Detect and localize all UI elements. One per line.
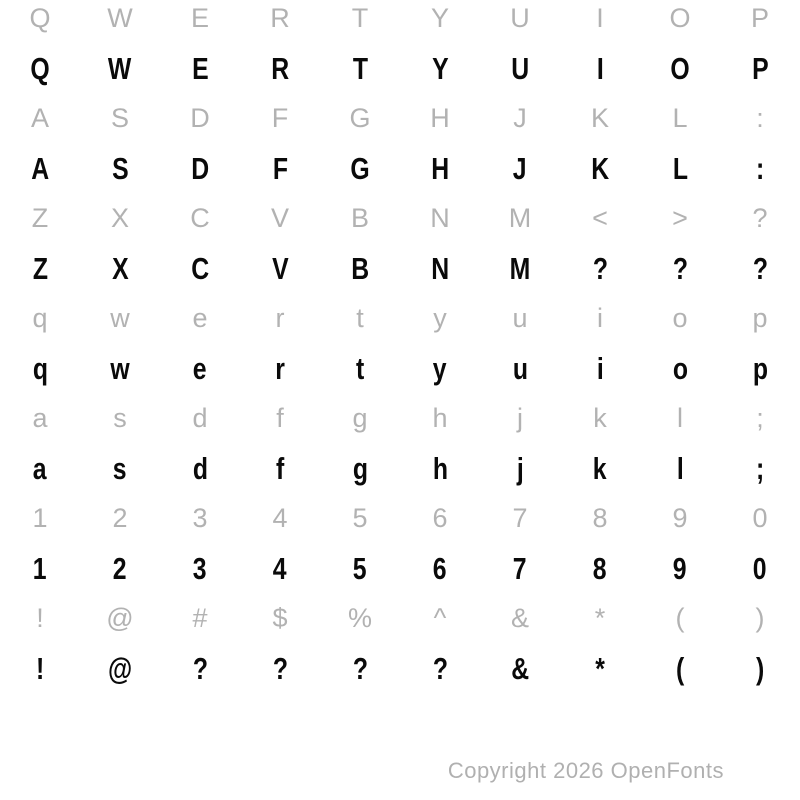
glyph-cell: 9 (672, 502, 688, 533)
glyph-cell: ( (675, 602, 685, 633)
glyph-cell: Q (30, 50, 50, 86)
glyph-cell: # (192, 602, 208, 633)
reference-glyph-row (0, 493, 800, 543)
glyph-cell: P (750, 2, 769, 33)
glyph-cell: i (597, 302, 603, 333)
glyph-cell: R (271, 50, 289, 86)
glyph-cell: J (513, 150, 527, 186)
glyph-cell: 1 (32, 502, 48, 533)
glyph-cell: g (352, 450, 368, 486)
glyph-cell: F (271, 102, 289, 133)
glyph-cell: Z (32, 250, 48, 286)
glyph-cell: ? (672, 250, 688, 286)
glyph-cell: e (192, 302, 208, 333)
glyph-cell: t (355, 350, 365, 386)
glyph-cell: V (271, 250, 289, 286)
glyph-cell: X (110, 202, 129, 233)
glyph-cell: A (30, 102, 49, 133)
glyph-cell: E (191, 50, 209, 86)
glyph-cell: l (677, 402, 683, 433)
glyph-cell: D (190, 102, 210, 133)
glyph-cell: ? (752, 250, 768, 286)
glyph-cell: j (517, 402, 523, 433)
sample-glyph-row (0, 443, 800, 493)
glyph-cell: B (350, 202, 369, 233)
glyph-cell: & (511, 650, 529, 686)
glyph-cell: f (276, 402, 284, 433)
glyph-cell: ? (752, 202, 768, 233)
glyph-cell: o (672, 350, 688, 386)
glyph-cell: N (431, 250, 449, 286)
glyph-cell: W (108, 50, 132, 86)
glyph-cell: W (107, 2, 133, 33)
glyph-cell: t (356, 302, 364, 333)
glyph-cell: r (275, 302, 285, 333)
glyph-cell: I (596, 50, 604, 86)
glyph-cell: C (191, 250, 209, 286)
reference-glyph-row (0, 593, 800, 643)
glyph-cell: 4 (273, 550, 287, 586)
glyph-cell: ! (35, 650, 45, 686)
glyph-cell: q (32, 302, 48, 333)
glyph-cell: X (111, 250, 129, 286)
glyph-cell: o (672, 302, 688, 333)
glyph-cell: ? (592, 250, 608, 286)
glyph-cell: 7 (512, 502, 528, 533)
glyph-cell: w (110, 350, 130, 386)
glyph-cell: 2 (112, 502, 128, 533)
glyph-cell: 0 (752, 502, 768, 533)
glyph-cell: 9 (673, 550, 687, 586)
glyph-cell: H (430, 102, 450, 133)
glyph-cell: F (272, 150, 288, 186)
glyph-cell: 3 (193, 550, 207, 586)
glyph-cell: 5 (353, 550, 367, 586)
glyph-cell: L (672, 102, 688, 133)
glyph-cell: A (31, 150, 49, 186)
glyph-cell: * (595, 650, 605, 686)
reference-glyph-row (0, 93, 800, 143)
glyph-cell: : (755, 150, 765, 186)
glyph-cell: p (752, 302, 768, 333)
glyph-cell: ? (432, 650, 448, 686)
glyph-cell: @ (106, 602, 134, 633)
glyph-cell: i (596, 350, 604, 386)
sample-glyph-row (0, 343, 800, 393)
glyph-cell: q (32, 350, 48, 386)
glyph-cell: 6 (432, 502, 448, 533)
glyph-cell: ? (352, 650, 368, 686)
glyph-cell: S (110, 102, 129, 133)
glyph-cell: I (596, 2, 604, 33)
glyph-cell: & (510, 602, 529, 633)
glyph-cell: Y (431, 50, 449, 86)
reference-glyph-row (0, 293, 800, 343)
glyph-cell: V (270, 202, 289, 233)
glyph-cell: O (670, 50, 690, 86)
glyph-cell: % (347, 602, 372, 633)
glyph-cell: $ (272, 602, 288, 633)
glyph-cell: k (593, 450, 607, 486)
reference-glyph-row (0, 0, 800, 43)
glyph-cell: 5 (352, 502, 368, 533)
glyph-cell: ) (755, 650, 765, 686)
glyph-cell: U (511, 50, 529, 86)
glyph-cell: 0 (753, 550, 767, 586)
glyph-cell: d (192, 450, 208, 486)
glyph-cell: p (752, 350, 768, 386)
glyph-cell: k (593, 402, 607, 433)
glyph-cell: C (190, 202, 210, 233)
glyph-cell: L (672, 150, 688, 186)
glyph-cell: h (432, 450, 448, 486)
glyph-cell: * (594, 602, 606, 633)
glyph-cell: ? (272, 650, 288, 686)
glyph-cell: N (430, 202, 450, 233)
glyph-cell: l (676, 450, 684, 486)
glyph-cell: ; (756, 402, 764, 433)
glyph-cell: ( (675, 650, 685, 686)
glyph-cell: B (351, 250, 369, 286)
glyph-cell: j (516, 450, 524, 486)
glyph-cell: S (111, 150, 129, 186)
glyph-cell: G (350, 150, 370, 186)
glyph-cell: 4 (272, 502, 288, 533)
sample-glyph-row (0, 643, 800, 693)
glyph-cell: r (275, 350, 285, 386)
reference-glyph-row (0, 193, 800, 243)
glyph-cell: Y (430, 2, 449, 33)
sample-glyph-row (0, 243, 800, 293)
glyph-cell: a (33, 450, 47, 486)
glyph-cell: g (352, 402, 368, 433)
glyph-cell: T (351, 2, 369, 33)
glyph-cell: w (110, 302, 130, 333)
glyph-cell: ; (755, 450, 765, 486)
glyph-cell: a (32, 402, 48, 433)
glyph-cell: ) (755, 602, 765, 633)
glyph-cell: s (113, 402, 127, 433)
glyph-cell: O (669, 2, 691, 33)
glyph-cell: 8 (593, 550, 607, 586)
copyright-text: Copyright 2026 OpenFonts (447, 758, 724, 783)
glyph-cell: H (431, 150, 449, 186)
glyph-cell: y (433, 350, 447, 386)
glyph-cell: : (756, 102, 764, 133)
glyph-cell: U (510, 2, 530, 33)
sample-glyph-row (0, 143, 800, 193)
glyph-cell: Z (31, 202, 49, 233)
glyph-cell: ? (192, 650, 208, 686)
glyph-cell: @ (107, 650, 133, 686)
glyph-cell: y (433, 302, 447, 333)
glyph-cell: e (193, 350, 207, 386)
glyph-cell: G (349, 102, 371, 133)
glyph-cell: J (513, 102, 527, 133)
glyph-cell: 8 (592, 502, 608, 533)
glyph-cell: P (751, 50, 769, 86)
glyph-cell: 6 (433, 550, 447, 586)
glyph-cell: u (512, 350, 528, 386)
glyph-cell: 3 (192, 502, 208, 533)
glyph-cell: 1 (33, 550, 47, 586)
reference-glyph-row (0, 393, 800, 443)
glyph-cell: M (508, 202, 532, 233)
glyph-cell: > (672, 202, 688, 233)
glyph-cell: ^ (433, 602, 447, 633)
sample-glyph-row (0, 43, 800, 93)
glyph-cell: M (509, 250, 531, 286)
glyph-cell: T (352, 50, 368, 86)
glyph-cell: h (432, 402, 448, 433)
glyph-cell: u (512, 302, 528, 333)
sample-glyph-row (0, 543, 800, 593)
glyph-cell: Q (29, 2, 51, 33)
glyph-cell: d (192, 402, 208, 433)
glyph-cell: D (191, 150, 209, 186)
glyph-cell: 2 (113, 550, 127, 586)
glyph-cell: 7 (513, 550, 527, 586)
glyph-cell: s (113, 450, 127, 486)
glyph-cell: < (592, 202, 608, 233)
glyph-cell: f (275, 450, 285, 486)
glyph-cell: R (270, 2, 290, 33)
glyph-cell: K (591, 150, 609, 186)
glyph-cell: ! (36, 602, 44, 633)
glyph-cell: K (590, 102, 609, 133)
glyph-cell: E (190, 2, 209, 33)
